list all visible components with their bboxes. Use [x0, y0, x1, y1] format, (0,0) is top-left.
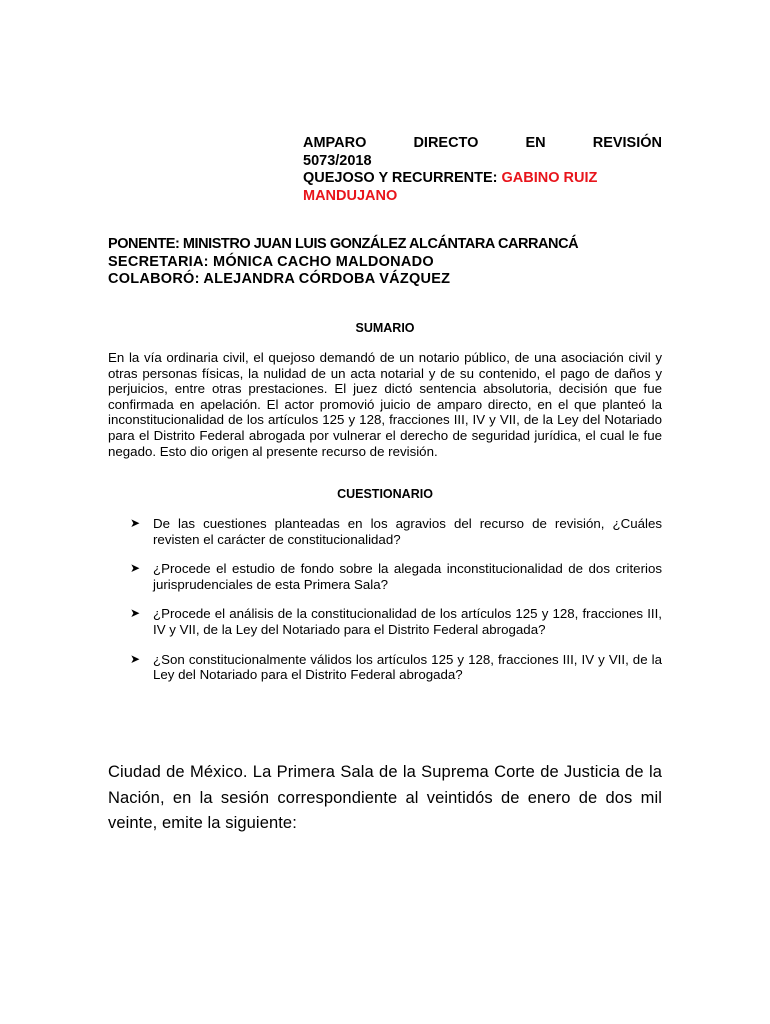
question-text: ¿Son constitucionalmente válidos los artículos 125 y 128, fracciones III, IV y VII, de la Ley del Notariado para el Distrito Federal abrogada?: [153, 651, 662, 683]
quejoso-name-continued: MANDUJANO: [303, 187, 398, 204]
ponente-block: [108, 236, 668, 289]
case-type-word: DIRECTO: [413, 135, 479, 151]
ponente-line: PONENTE: MINISTRO JUAN LUIS GONZÁLEZ ALCÁNTARA CARRANCÁ: [108, 236, 579, 252]
arrow-bullet-icon: ➤: [130, 561, 141, 576]
quejoso-line: [303, 170, 662, 188]
case-number: 5073/2018: [303, 152, 372, 169]
question-text: ¿Procede el estudio de fondo sobre la alegada inconstitucionalidad de dos criterios jurisprudenciales de esta Primera Sala?: [153, 561, 662, 592]
intro-paragraph: Ciudad de México. La Primera Sala de la Suprema Corte de Justicia de la Nación, en la sesión correspondiente al veintidós de enero de dos mil veinte, emite la siguiente:: [108, 763, 662, 832]
sumario-text: En la vía ordinaria civil, el quejoso demandó de un notario público, de una asociación civil y otras personas físicas, la nulidad de un acta notarial y de su contenido, el pago de daños y perjuicios, entre otras prestaciones. El juez dictó sentencia absolutoria, decisión que fue confirmada en apelación. El actor promovió juicio de amparo directo, en el que planteó la inconstitucionalidad de los artículos 125 y 128, fracciones III, IV y VII, de la Ley del Notariado para el Distrito Federal abrogada por vulnerar el derecho de seguridad jurídica, el cual le fue negado. Esto dio origen al presente recurso de revisión.: [108, 350, 662, 459]
case-type-word: EN: [525, 135, 546, 151]
list-item: [108, 652, 662, 683]
list-item: [108, 561, 662, 592]
arrow-bullet-icon: ➤: [130, 516, 141, 530]
case-header: [303, 135, 662, 205]
list-item: [108, 516, 662, 547]
quejoso-name: GABINO RUIZ: [501, 170, 598, 186]
colaboro-line: COLABORÓ: ALEJANDRA CÓRDOBA VÁZQUEZ: [108, 271, 451, 287]
secretaria-line: SECRETARIA: MÓNICA CACHO MALDONADO: [108, 253, 434, 270]
arrow-bullet-icon: ➤: [130, 651, 141, 666]
arrow-bullet-icon: ➤: [130, 606, 141, 621]
case-type-word: AMPARO: [303, 135, 367, 151]
question-list: [108, 516, 662, 697]
quejoso-label: QUEJOSO Y RECURRENTE:: [303, 170, 502, 186]
question-text: ¿Procede el análisis de la constitucionalidad de los artículos 125 y 128, fracciones III, IV y VII, de la Ley del Notariado para el Distrito Federal abrogada?: [153, 606, 662, 637]
case-type-word: REVISIÓN: [592, 135, 663, 151]
question-text: De las cuestiones planteadas en los agravios del recurso de revisión, ¿Cuáles revisten el carácter de constitucionalidad?: [153, 516, 662, 547]
list-item: [108, 606, 662, 637]
sumario-title: SUMARIO: [355, 321, 415, 335]
case-type: [303, 135, 662, 153]
cuestionario-title: CUESTIONARIO: [337, 487, 433, 501]
